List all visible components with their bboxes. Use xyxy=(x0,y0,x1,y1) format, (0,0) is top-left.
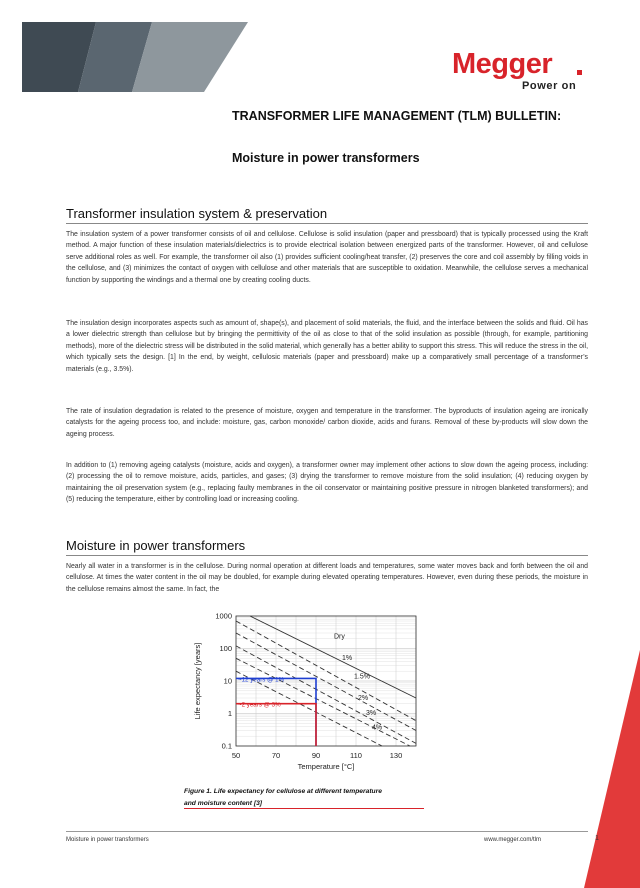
y-tick-label: 1000 xyxy=(215,611,232,621)
brand-logo: Megger xyxy=(452,48,553,80)
y-tick-label: 100 xyxy=(219,644,232,653)
paragraph: The rate of insulation degradation is related to the presence of moisture, oxygen and temperature in the transformer. The byproducts of insulation ageing are ironically catalysts for the ageing process too, and include: moisture, gas, carbon monoxide/ carbon dioxide, acids and furans. Removal of these by-products will slow down the ageing process. xyxy=(66,408,588,438)
series-label: 3% xyxy=(366,709,377,717)
figure-caption-line: Figure 1. Life expectancy for cellulose at different temperature xyxy=(184,788,382,795)
footer-title: Moisture in power transformers xyxy=(66,837,149,843)
paragraph: The insulation design incorporates aspects such as amount of, shape(s), and placement of solid materials, the fluid, and the interface between the solids and fluid. Oil has a lower dielectric strength than cellulose but by bringing the permittivity of the oil as close to that of the solid insulation as possible (through, for example, partitioning methods), more of the dielectric stress will be distributed in the solid material, which generally has a better ability to support this stress. This will reduce the stress in the oil, which typically sets the design. [1] In the end, by weight, cellulosic materials (paper and pressboard) make up a comparatively small percentage of a transformer’s materials (e.g., 3.5%). xyxy=(66,320,588,373)
section-rule xyxy=(66,555,588,556)
section-heading: Transformer insulation system & preservation xyxy=(66,206,328,221)
footer-rule xyxy=(66,831,588,832)
y-axis-label: Life expectancy [years] xyxy=(193,642,202,720)
series-label: Dry xyxy=(334,633,345,641)
y-tick-label: 0.1 xyxy=(221,741,232,751)
annotation-label: ~12 years @ 1% xyxy=(238,676,285,684)
y-tick-label: 1 xyxy=(227,709,232,718)
x-tick-label: 90 xyxy=(311,751,321,760)
series-label: 1.5% xyxy=(354,673,370,681)
series-label: 1% xyxy=(342,654,353,662)
series-line xyxy=(236,646,416,744)
life-expectancy-chart xyxy=(184,604,424,784)
section-heading: Moisture in power transformers xyxy=(66,538,246,553)
x-tick-label: 110 xyxy=(350,751,362,760)
series-line xyxy=(250,616,416,698)
series-label: 4% xyxy=(372,724,383,732)
caption-rule xyxy=(184,808,424,809)
corner-decoration xyxy=(584,650,640,888)
footer-url: www.megger.com/tlm xyxy=(484,837,542,843)
y-tick-label: 10 xyxy=(223,676,232,686)
page-number: 1 xyxy=(595,835,599,842)
x-axis-label: Temperature [°C] xyxy=(297,762,355,771)
x-tick-label: 130 xyxy=(389,751,403,760)
brand-tagline: Power on xyxy=(522,80,577,92)
x-tick-label: 70 xyxy=(271,751,281,760)
x-tick-label: 50 xyxy=(231,751,241,760)
annotation-label: ~2 years @ 3% xyxy=(238,701,281,709)
section-rule xyxy=(66,223,588,224)
bulletin-label: TRANSFORMER LIFE MANAGEMENT (TLM) BULLETIN: xyxy=(232,109,562,123)
paragraph: The insulation system of a power transformer consists of oil and cellulose. Cellulose is solid insulation (paper and pressboard) that is typically processed using the Kraft method. A major function of these insulation materials/dielectrics is to provide electrical isolation between energized parts of the transformer. However, oil and cellulose serve additional roles as well. For example, the transformer oil also (1) provides sufficient cooling/heat transfer, (2) preserves the core and coil assembly by filling voids in the cellulose, and (3) minimizes the contact of oxygen with cellulose and other materials that are susceptible to oxidation. Meanwhile, the cellulose serves a mechanical function by supporting the windings and a thermal one by creating cooling ducts. xyxy=(66,231,588,284)
figure-caption-line: and moisture content [3] xyxy=(184,800,263,808)
page-title: Moisture in power transformers xyxy=(232,151,420,165)
paragraph: In addition to (1) removing ageing catalysts (moisture, acids and oxygen), a transformer owner may implement other actions to slow down the ageing process, including: (2) processing the oil to remove moisture, acids, particles, and gases; (3) drying the transformer to remove moisture from the solid insulation; (4) reducing oxygen by maintaining the oil preservation system (e.g., replacing faulty membranes in the oil conservator or maintaining positive pressure in nitrogen blanketed transformers); and (5) reducing the temperature, either by controlling load or increasing cooling. xyxy=(66,462,588,504)
series-label: 2% xyxy=(358,695,369,703)
paragraph: Nearly all water in a transformer is in the cellulose. During normal operation at different loads and temperatures, some water moves back and forth between the oil and cellulose. At times the water content in the oil may be doubled, for example during elevated operating temperatures. However, even during these periods, the moisture in the cellulose remains almost the same. In fact, the xyxy=(66,563,588,593)
logo-dot-icon xyxy=(577,70,582,75)
